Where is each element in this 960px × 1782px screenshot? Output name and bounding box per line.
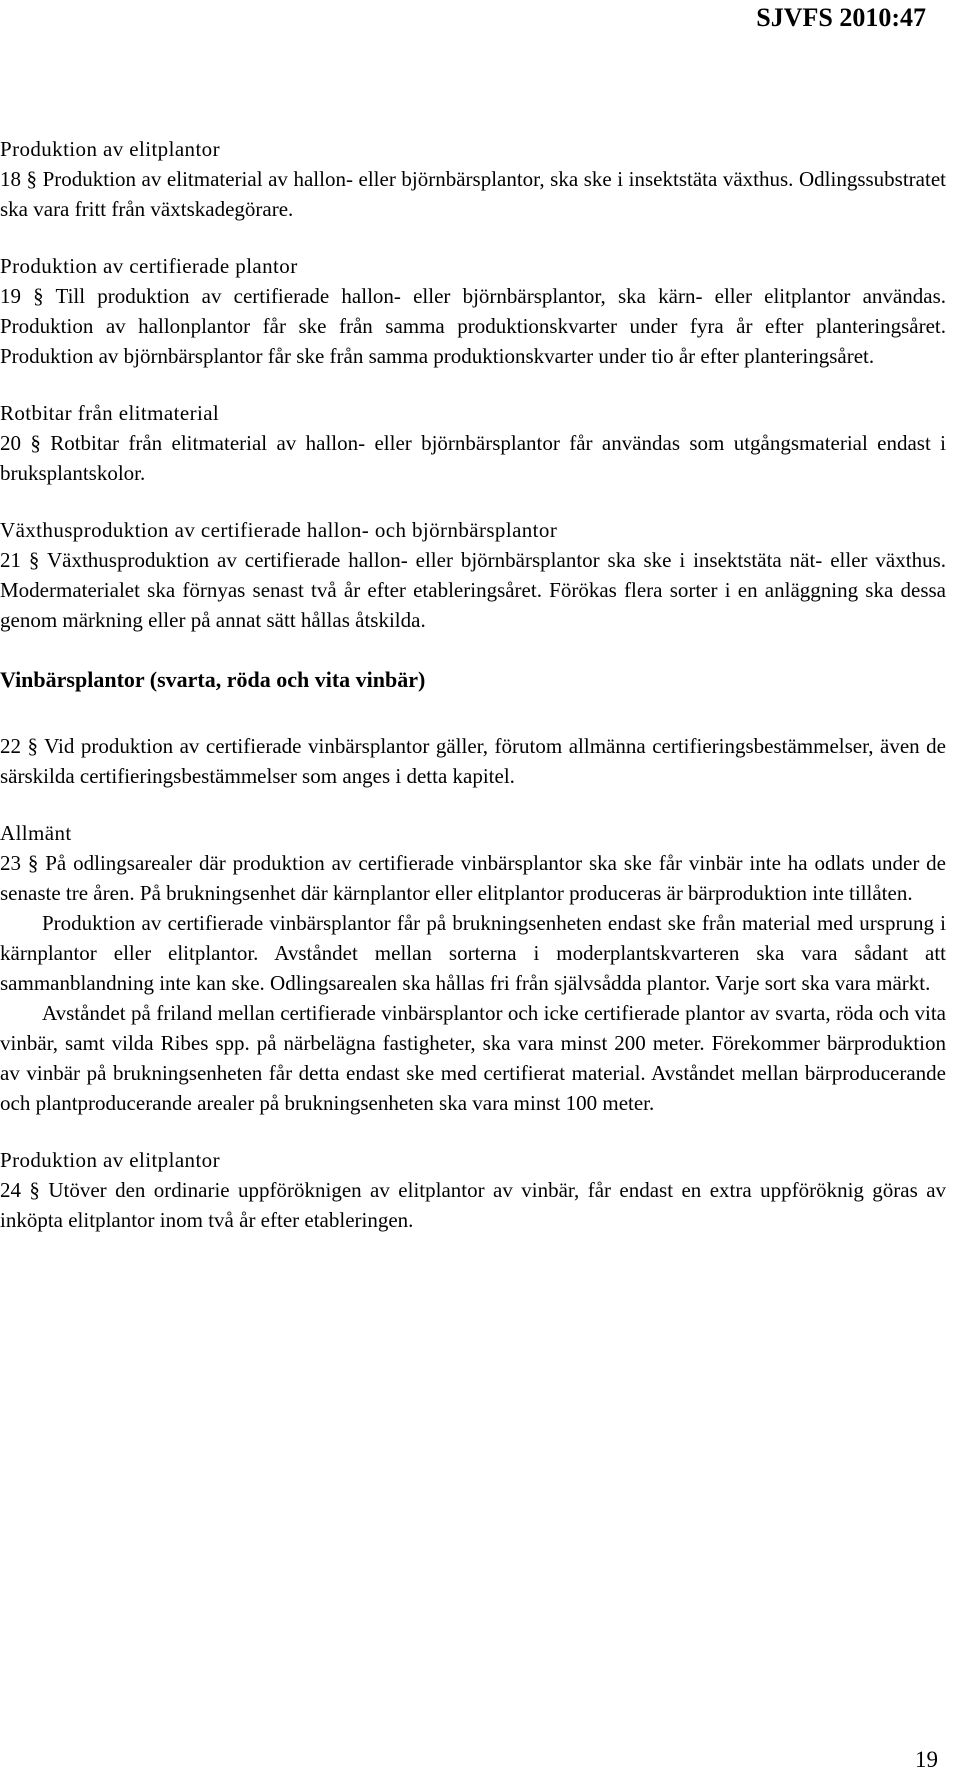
section-paragraph xyxy=(0,731,946,791)
section-heading: Allmänt xyxy=(0,821,72,845)
section-paragraph xyxy=(0,545,946,635)
document-body xyxy=(0,134,946,1235)
paragraph-text: Vid produktion av certifierade vinbärsplantor gäller, förutom allmänna certifieringsbestämmelser, även de särskilda certifieringsbestämmelser som anges i detta kapitel. xyxy=(0,734,947,788)
section-heading: Produktion av elitplantor xyxy=(0,137,220,161)
paragraph-text: Till produktion av certifierade hallon- eller björnbärsplantor, ska kärn- eller elitplantor användas. Produktion av hallonplantor får ske från samma produktionskvarter under fyra år efter planteringsåret. Produktion av björnbärsplantor får ske från samma produktionskvarter under tio år efter planteringsåret. xyxy=(0,284,947,368)
section-paragraph xyxy=(0,281,946,371)
section-heading: Rotbitar från elitmaterial xyxy=(0,401,220,425)
section-number: 22 § xyxy=(0,734,39,758)
section-paragraph: Avståndet på friland mellan certifierade vinbärsplantor och icke certifierade plantor av svarta, röda och vita vinbär, samt vilda Ribes spp. på närbelägna fastigheter, ska vara minst 200 meter. Förekommer bärproduktion av vinbär på brukningsenheten får detta endast ske med certifierat material. Avståndet mellan bärproducerande och plantproducerande arealer på brukningsenheten ska vara minst 100 meter. xyxy=(0,1001,946,1115)
section-heading: Produktion av elitplantor xyxy=(0,1148,220,1172)
chapter-heading: Vinbärsplantor (svarta, röda och vita vinbär) xyxy=(0,667,426,692)
section-heading: Växthusproduktion av certifierade hallon- och björnbärsplantor xyxy=(0,518,558,542)
paragraph-text: Växthusproduktion av certifierade hallon- eller björnbärsplantor ska ske i insektstäta nät- eller växthus. Modermaterialet ska förnyas senast två år efter etableringsåret. Förökas flera sorter i en anläggning ska dessa genom märkning eller på annat sätt hållas åtskilda. xyxy=(0,548,946,632)
paragraph-text: På odlingsarealer där produktion av certifierade vinbärsplantor ska ske får vinbär inte ha odlats under de senaste tre åren. På brukningsenhet där kärnplantor eller elitplantor produceras är bärproduktion inte tillåten. xyxy=(0,851,947,905)
section-heading: Produktion av certifierade plantor xyxy=(0,254,298,278)
paragraph-text: Produktion av elitmaterial av hallon- eller björnbärsplantor, ska ske i insektstäta växthus. Odlingssubstratet ska vara fritt från växtskadegörare. xyxy=(0,167,946,221)
section-number: 21 § xyxy=(0,548,40,572)
section-number: 19 § xyxy=(0,284,44,308)
section-paragraph xyxy=(0,164,946,224)
section-number: 24 § xyxy=(0,1178,40,1202)
section-paragraph xyxy=(0,848,946,908)
page-number: 19 xyxy=(915,1747,938,1772)
section-paragraph xyxy=(0,1175,946,1235)
paragraph-text: Rotbitar från elitmaterial av hallon- eller björnbärsplantor får användas som utgångsmaterial endast i bruksplantskolor. xyxy=(0,431,946,485)
section-paragraph xyxy=(0,428,946,488)
section-number: 20 § xyxy=(0,431,41,455)
paragraph-text: Utöver den ordinarie uppföröknigen av elitplantor av vinbär, får endast en extra uppföröknig göras av inköpta elitplantor inom två år efter etableringen. xyxy=(0,1178,947,1232)
section-number: 18 § xyxy=(0,167,38,191)
section-paragraph: Produktion av certifierade vinbärsplantor får på brukningsenheten endast ske från material med ursprung i kärnplantor eller elitplantor. Avståndet mellan sorterna i moderplantskvarteren ska vara sådant att sammanblandning inte kan ske. Odlingsarealen ska hållas fri från självsådda plantor. Varje sort ska vara märkt. xyxy=(0,911,946,995)
document-code: SJVFS 2010:47 xyxy=(756,3,926,32)
section-number: 23 § xyxy=(0,851,39,875)
